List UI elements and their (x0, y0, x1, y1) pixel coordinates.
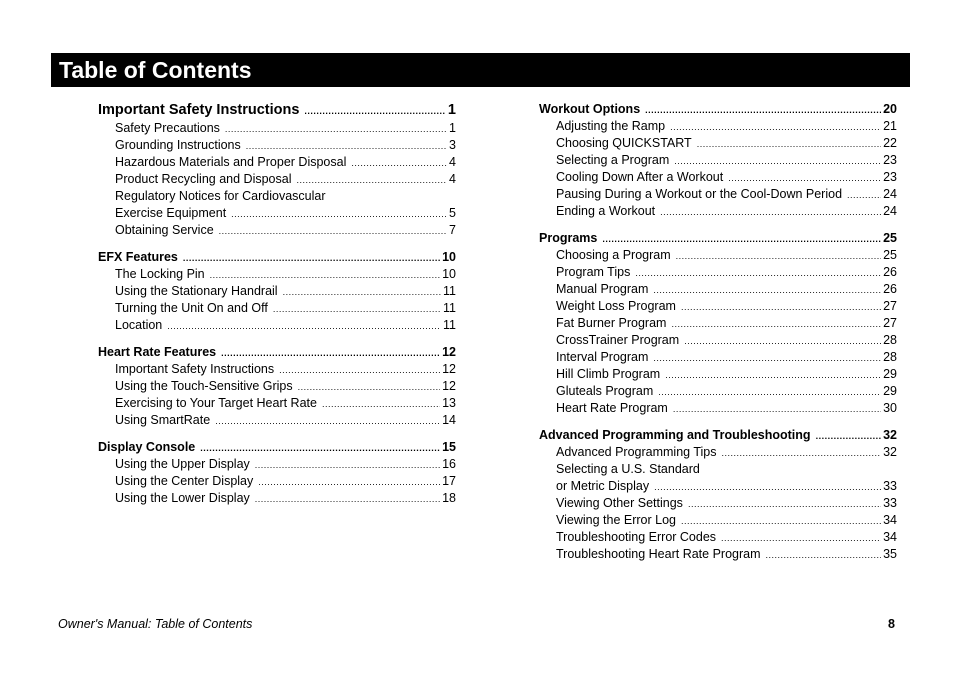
toc-page-number: 20 (883, 102, 897, 116)
toc-page-number: 35 (883, 547, 897, 561)
toc-page-number: 24 (883, 187, 897, 201)
toc-dot-leader (200, 439, 440, 457)
toc-section-title: Advanced Programming and Troubleshooting (539, 428, 811, 442)
toc-entry[interactable] (98, 154, 456, 171)
toc-dot-leader (658, 383, 881, 401)
toc-page-number: 7 (449, 223, 456, 237)
toc-entry-title: Using the Upper Display (115, 457, 250, 471)
toc-entry-title: Using SmartRate (115, 413, 211, 427)
toc-dot-leader (298, 378, 440, 396)
toc-dot-leader (671, 315, 881, 333)
toc-dot-leader (653, 281, 881, 299)
toc-section-heading[interactable] (539, 230, 897, 247)
toc-section-heading[interactable] (98, 100, 456, 120)
toc-page-number: 25 (883, 231, 897, 245)
toc-entry-title: Weight Loss Program (556, 299, 676, 313)
toc-entry[interactable] (98, 137, 456, 154)
toc-page-number: 27 (883, 316, 897, 330)
toc-entry[interactable] (539, 546, 897, 563)
toc-entry-title: Safety Precautions (115, 121, 220, 135)
toc-page-number: 12 (442, 362, 456, 376)
toc-entry-title: Exercise Equipment (115, 206, 227, 220)
toc-entry-title: Pausing During a Workout or the Cool-Down Period (556, 187, 843, 201)
toc-page-number: 34 (883, 513, 897, 527)
toc-page-number: 26 (883, 282, 897, 296)
toc-entry[interactable] (539, 203, 897, 220)
title-bar (51, 53, 910, 87)
toc-entry-title: Program Tips (556, 265, 631, 279)
toc-entry[interactable] (539, 281, 897, 298)
toc-dot-leader (221, 344, 440, 362)
toc-entry-title: Gluteals Program (556, 384, 654, 398)
toc-page-number: 29 (883, 367, 897, 381)
toc-section-title: Programs (539, 231, 598, 245)
toc-entry[interactable] (98, 395, 456, 412)
toc-dot-leader (219, 222, 447, 240)
toc-entry[interactable] (98, 120, 456, 137)
toc-entry-title: Hill Climb Program (556, 367, 661, 381)
toc-entry-title: Using the Lower Display (115, 491, 250, 505)
toc-entry-title: Selecting a U.S. Standard (556, 462, 700, 476)
footer-page-number: 8 (888, 617, 895, 631)
toc-section-title: Workout Options (539, 102, 641, 116)
toc-dot-leader (283, 283, 441, 301)
toc-page-number: 11 (443, 284, 456, 298)
toc-entry-title: Ending a Workout (556, 204, 656, 218)
toc-page-number: 24 (883, 204, 897, 218)
toc-entry-title: Regulatory Notices for Cardiovascular (115, 189, 326, 203)
toc-page-number: 23 (883, 170, 897, 184)
toc-dot-leader (670, 118, 881, 136)
toc-page-number: 18 (442, 491, 456, 505)
toc-entry-title: or Metric Display (556, 479, 650, 493)
toc-section (539, 101, 897, 220)
toc-entry[interactable] (98, 456, 456, 473)
toc-page-number: 13 (442, 396, 456, 410)
toc-dot-leader (304, 100, 446, 121)
toc-section-heading[interactable] (539, 101, 897, 118)
toc-entry[interactable] (539, 152, 897, 169)
toc-dot-leader (225, 120, 447, 138)
toc-section (98, 344, 456, 429)
toc-entry[interactable] (539, 366, 897, 383)
toc-entry-title: Hazardous Materials and Proper Disposal (115, 155, 347, 169)
toc-dot-leader (660, 203, 881, 221)
toc-page-number: 11 (443, 301, 456, 315)
toc-page-number: 34 (883, 530, 897, 544)
toc-dot-leader (816, 427, 882, 445)
toc-entry-title: Cooling Down After a Workout (556, 170, 724, 184)
toc-dot-leader (635, 264, 881, 282)
toc-entry-title: Turning the Unit On and Off (115, 301, 268, 315)
toc-dot-leader (681, 512, 881, 530)
toc-page-number: 10 (442, 250, 456, 264)
toc-page-number: 4 (449, 155, 456, 169)
toc-page-number: 14 (442, 413, 456, 427)
toc-entry[interactable] (98, 412, 456, 429)
toc-dot-leader (602, 230, 881, 248)
toc-entry[interactable] (98, 490, 456, 507)
toc-entry[interactable] (98, 222, 456, 239)
toc-dot-leader (654, 478, 881, 496)
toc-entry[interactable] (539, 461, 897, 478)
toc-dot-leader (676, 247, 881, 265)
toc-entry[interactable] (539, 247, 897, 264)
toc-entry[interactable] (98, 266, 456, 283)
toc-entry-title: Obtaining Service (115, 223, 214, 237)
toc-entry[interactable] (539, 444, 897, 461)
toc-entry-title: Advanced Programming Tips (556, 445, 717, 459)
toc-page-number: 28 (883, 350, 897, 364)
toc-entry-title: Important Safety Instructions (115, 362, 275, 376)
toc-entry-title: Troubleshooting Heart Rate Program (556, 547, 761, 561)
toc-section (98, 439, 456, 507)
page-title: Table of Contents (59, 57, 252, 83)
toc-dot-leader (296, 171, 447, 189)
toc-dot-leader (728, 169, 881, 187)
toc-dot-leader (167, 317, 441, 335)
toc-section-heading[interactable] (98, 344, 456, 361)
toc-dot-leader (255, 456, 440, 474)
toc-entry-title: Using the Stationary Handrail (115, 284, 278, 298)
toc-dot-leader (674, 152, 881, 170)
toc-entry[interactable] (539, 478, 897, 495)
toc-dot-leader (673, 400, 881, 418)
toc-section-title: Important Safety Instructions (98, 102, 300, 118)
toc-dot-leader (273, 300, 441, 318)
toc-entry[interactable] (539, 315, 897, 332)
toc-page-number: 27 (883, 299, 897, 313)
toc-entry[interactable] (98, 188, 456, 205)
toc-entry-title: Location (115, 318, 163, 332)
toc-section-heading[interactable] (98, 249, 456, 266)
toc-section-title: EFX Features (98, 250, 178, 264)
toc-entry-title: Fat Burner Program (556, 316, 667, 330)
toc-section-heading[interactable] (98, 439, 456, 456)
toc-entry[interactable] (539, 349, 897, 366)
toc-entry[interactable] (539, 118, 897, 135)
toc-dot-leader (210, 266, 440, 284)
toc-entry[interactable] (539, 298, 897, 315)
toc-dot-leader (183, 249, 440, 267)
toc-dot-leader (697, 135, 881, 153)
toc-page-number: 1 (449, 121, 456, 135)
toc-dot-leader (351, 154, 447, 172)
toc-page-number: 26 (883, 265, 897, 279)
toc-entry-title: Using the Touch-Sensitive Grips (115, 379, 293, 393)
toc-dot-leader (688, 495, 881, 513)
toc-entry-title: Product Recycling and Disposal (115, 172, 292, 186)
toc-page-number: 30 (883, 401, 897, 415)
toc-dot-leader (847, 186, 881, 204)
toc-entry[interactable] (98, 283, 456, 300)
toc-entry-title: Viewing Other Settings (556, 496, 683, 510)
toc-page-number: 32 (883, 445, 897, 459)
toc-entry[interactable] (98, 205, 456, 222)
toc-section (98, 249, 456, 334)
toc-entry[interactable] (98, 317, 456, 334)
toc-dot-leader (681, 298, 881, 316)
toc-dot-leader (766, 546, 882, 564)
toc-entry-title: Manual Program (556, 282, 649, 296)
toc-dot-leader (279, 361, 440, 379)
toc-page-number: 11 (443, 318, 456, 332)
toc-page-number: 16 (442, 457, 456, 471)
toc-page-number: 22 (883, 136, 897, 150)
toc-dot-leader (258, 473, 440, 491)
toc-entry[interactable] (98, 361, 456, 378)
toc-entry[interactable] (539, 332, 897, 349)
toc-page-number: 33 (883, 479, 897, 493)
toc-page-number: 32 (883, 428, 897, 442)
toc-entry-title: Choosing QUICKSTART (556, 136, 692, 150)
toc-dot-leader (322, 395, 440, 413)
toc-entry[interactable] (98, 300, 456, 317)
toc-page-number: 12 (442, 379, 456, 393)
toc-page-number: 28 (883, 333, 897, 347)
toc-page-number: 23 (883, 153, 897, 167)
toc-entry-title: Interval Program (556, 350, 649, 364)
toc-entry-title: Grounding Instructions (115, 138, 241, 152)
toc-entry[interactable] (98, 378, 456, 395)
toc-entry[interactable] (539, 135, 897, 152)
toc-page-number: 29 (883, 384, 897, 398)
toc-entry-title: Choosing a Program (556, 248, 671, 262)
toc-entry-title: CrossTrainer Program (556, 333, 680, 347)
toc-dot-leader (645, 101, 881, 119)
toc-dot-leader (653, 349, 881, 367)
toc-dot-leader (255, 490, 440, 508)
toc-entry[interactable] (539, 186, 897, 203)
toc-section (98, 100, 456, 239)
toc-page-number: 33 (883, 496, 897, 510)
toc-page-number: 15 (442, 440, 456, 454)
toc-entry-title: The Locking Pin (115, 267, 205, 281)
toc-page-number: 4 (449, 172, 456, 186)
toc-section-title: Heart Rate Features (98, 345, 217, 359)
toc-entry-title: Adjusting the Ramp (556, 119, 666, 133)
toc-entry-title: Exercising to Your Target Heart Rate (115, 396, 317, 410)
toc-page-number: 3 (449, 138, 456, 152)
toc-page-number: 5 (449, 206, 456, 220)
toc-section (539, 427, 897, 563)
toc-column-right (539, 101, 897, 573)
toc-entry[interactable] (539, 495, 897, 512)
toc-entry-title: Using the Center Display (115, 474, 254, 488)
toc-dot-leader (684, 332, 881, 350)
toc-page-number: 17 (442, 474, 456, 488)
toc-entry[interactable] (539, 529, 897, 546)
toc-page-number: 10 (442, 267, 456, 281)
toc-entry[interactable] (98, 171, 456, 188)
toc-entry[interactable] (539, 512, 897, 529)
toc-entry-title: Selecting a Program (556, 153, 670, 167)
toc-dot-leader (722, 444, 882, 462)
toc-page-number: 1 (447, 102, 456, 118)
toc-dot-leader (215, 412, 440, 430)
toc-dot-leader (721, 529, 881, 547)
footer-title: Owner's Manual: Table of Contents (58, 617, 253, 631)
toc-entry[interactable] (539, 264, 897, 281)
toc-page-number: 12 (442, 345, 456, 359)
toc-section-heading[interactable] (539, 427, 897, 444)
toc-column-left (98, 100, 456, 517)
toc-entry-title: Troubleshooting Error Codes (556, 530, 717, 544)
toc-section-title: Display Console (98, 440, 196, 454)
toc-entry[interactable] (539, 400, 897, 417)
toc-dot-leader (665, 366, 881, 384)
toc-entry-title: Heart Rate Program (556, 401, 668, 415)
toc-page-number: 21 (883, 119, 897, 133)
toc-entry[interactable] (539, 169, 897, 186)
toc-page-number: 25 (883, 248, 897, 262)
toc-dot-leader (231, 205, 447, 223)
toc-section (539, 230, 897, 417)
toc-entry[interactable] (98, 473, 456, 490)
toc-entry[interactable] (539, 383, 897, 400)
toc-entry-title: Viewing the Error Log (556, 513, 676, 527)
toc-dot-leader (246, 137, 447, 155)
